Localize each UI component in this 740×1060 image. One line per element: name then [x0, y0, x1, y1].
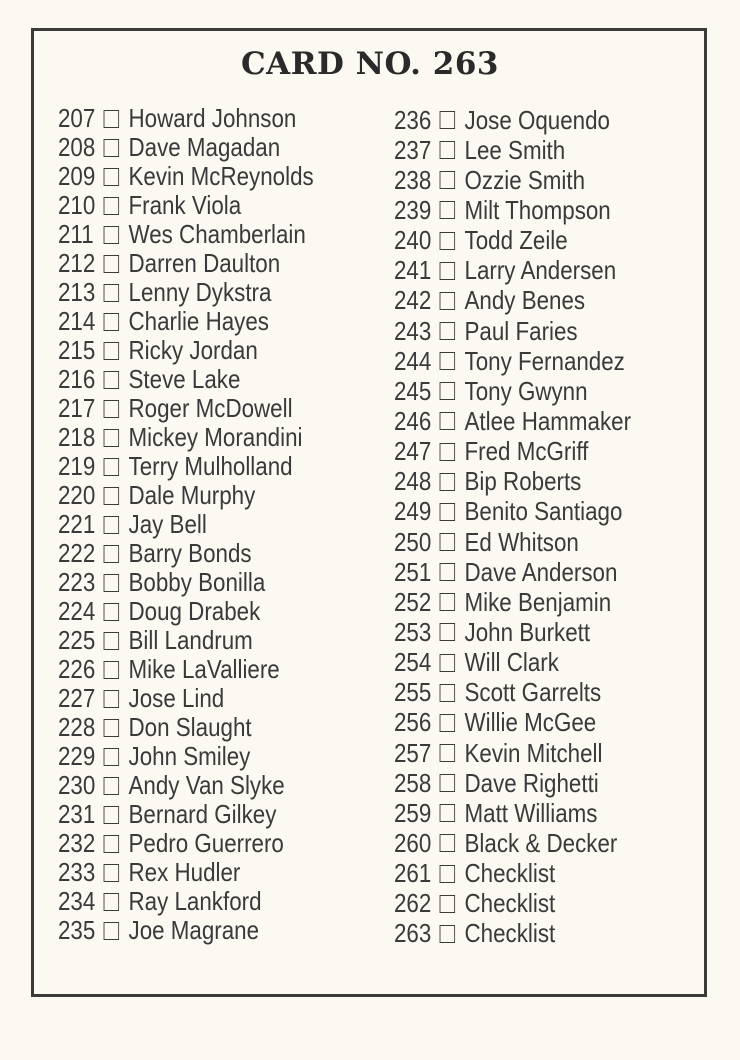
- checkbox-icon[interactable]: [104, 255, 119, 273]
- checklist-entry: [394, 527, 631, 557]
- card-number: 209: [58, 161, 96, 191]
- card-number: 250: [394, 526, 432, 557]
- player-name: Milt Thompson: [464, 195, 611, 225]
- card-number: 230: [58, 770, 96, 800]
- card-number: 241: [394, 255, 432, 286]
- checklist-entry: [58, 220, 314, 249]
- player-name: Dave Magadan: [128, 132, 281, 162]
- player-name: Jose Lind: [128, 683, 225, 713]
- card-number: 229: [58, 741, 96, 771]
- card-number: 234: [58, 886, 96, 916]
- checklist-entry: [394, 708, 631, 738]
- checklist-entry: [394, 798, 631, 828]
- checkbox-icon[interactable]: [104, 777, 119, 795]
- card-number: 207: [58, 103, 96, 133]
- card-number: 238: [394, 164, 432, 195]
- checkbox-icon[interactable]: [440, 412, 455, 430]
- checkbox-icon[interactable]: [104, 661, 119, 679]
- card-number: 255: [394, 677, 432, 708]
- checklist-entry: [58, 597, 314, 626]
- card-number: 262: [394, 888, 432, 919]
- checkbox-icon[interactable]: [440, 503, 455, 521]
- checklist-entry: [58, 655, 314, 684]
- checkbox-icon[interactable]: [440, 473, 455, 491]
- checklist-entry: [394, 617, 631, 647]
- card-number: 257: [394, 737, 432, 768]
- checkbox-icon[interactable]: [440, 804, 455, 822]
- player-name: Roger McDowell: [128, 393, 293, 423]
- checkbox-icon[interactable]: [440, 171, 455, 189]
- card-number: 225: [58, 625, 96, 655]
- checklist-entry: [394, 286, 631, 316]
- checkbox-icon[interactable]: [104, 110, 119, 128]
- player-name: Bill Landrum: [128, 625, 253, 655]
- checklist-entry: [58, 336, 314, 365]
- checkbox-icon[interactable]: [440, 352, 455, 370]
- checklist-entry: [394, 437, 631, 467]
- card-number: 211: [58, 219, 94, 249]
- card-number: 214: [58, 306, 96, 336]
- checklist-entry: [394, 105, 631, 135]
- checklist-entry: [394, 557, 631, 587]
- checklist-entry: [58, 510, 314, 539]
- card-number: 213: [58, 277, 96, 307]
- player-name: Wes Chamberlain: [128, 219, 306, 249]
- card-number: 239: [394, 195, 432, 225]
- player-name: Terry Mulholland: [128, 451, 293, 481]
- player-name: Todd Zeile: [464, 225, 568, 256]
- checkbox-icon[interactable]: [104, 516, 119, 534]
- checklist-entry: [394, 828, 631, 858]
- checkbox-icon[interactable]: [104, 168, 119, 186]
- player-name: Ray Lankford: [128, 886, 262, 916]
- checklist-entry: [394, 678, 631, 708]
- checkbox-icon[interactable]: [440, 443, 455, 461]
- checkbox-icon[interactable]: [104, 835, 119, 853]
- card-number: 228: [58, 712, 96, 742]
- checklist-entry: [58, 568, 314, 597]
- checkbox-icon[interactable]: [440, 774, 455, 792]
- player-name: Fred McGriff: [464, 436, 589, 467]
- checkbox-icon[interactable]: [440, 563, 455, 581]
- checklist-entry: [394, 316, 631, 346]
- player-name: Ed Whitson: [464, 526, 579, 557]
- checklist-entry: [394, 346, 631, 376]
- player-name: Ricky Jordan: [128, 335, 258, 365]
- card-number: 256: [394, 707, 432, 738]
- checkbox-icon[interactable]: [440, 382, 455, 400]
- checkbox-icon[interactable]: [104, 574, 119, 592]
- checkbox-icon[interactable]: [104, 371, 119, 389]
- card-number: 254: [394, 647, 432, 678]
- player-name: Kevin McReynolds: [128, 161, 314, 191]
- card-number: 240: [394, 225, 432, 256]
- checkbox-icon[interactable]: [104, 197, 119, 215]
- checklist-entry: [394, 738, 631, 768]
- card-number: 242: [394, 285, 432, 316]
- checklist-entry: [58, 916, 314, 945]
- player-name: Barry Bonds: [128, 538, 252, 568]
- card-number: 245: [394, 375, 432, 406]
- card-number: 235: [58, 915, 96, 945]
- checkbox-icon[interactable]: [440, 262, 455, 280]
- checklist-entry: [394, 768, 631, 798]
- checkbox-icon[interactable]: [104, 690, 119, 708]
- card-number: 237: [394, 134, 432, 165]
- checklist-entry: [58, 771, 314, 800]
- player-name: Bobby Bonilla: [128, 567, 266, 597]
- player-name: Rex Hudler: [128, 857, 241, 887]
- checkbox-icon[interactable]: [104, 893, 119, 911]
- player-name: Dale Murphy: [128, 480, 256, 510]
- card-number: 216: [58, 364, 96, 394]
- checklist-entry: [58, 394, 314, 423]
- card-number: 263: [394, 918, 432, 949]
- checkbox-icon[interactable]: [104, 487, 119, 505]
- card-number: 220: [58, 480, 96, 510]
- card-number: 226: [58, 654, 96, 684]
- checkbox-icon[interactable]: [104, 139, 119, 157]
- player-name: Pedro Guerrero: [128, 828, 284, 858]
- card-number: 243: [394, 315, 432, 346]
- player-name: Darren Daulton: [128, 248, 281, 278]
- checklist-entry: [58, 278, 314, 307]
- player-name: Mike Benjamin: [464, 586, 612, 617]
- checklist-entry: [58, 365, 314, 394]
- checkbox-icon[interactable]: [104, 342, 119, 360]
- card-number: 253: [394, 616, 432, 647]
- checkbox-icon[interactable]: [440, 232, 455, 250]
- checkbox-icon[interactable]: [104, 226, 119, 244]
- player-name: Doug Drabek: [128, 596, 261, 626]
- player-name: Willie McGee: [464, 707, 597, 738]
- player-name: Lenny Dykstra: [128, 277, 272, 307]
- player-name: Bip Roberts: [464, 466, 582, 497]
- card-number: 261: [394, 858, 432, 889]
- player-name: Larry Andersen: [464, 255, 617, 286]
- checklist-entry: [394, 226, 631, 256]
- player-name: Jay Bell: [128, 509, 207, 539]
- checklist-entry: [58, 742, 314, 771]
- checkbox-icon[interactable]: [440, 322, 455, 340]
- checklist-entry: [58, 249, 314, 278]
- player-name: Andy Van Slyke: [128, 770, 285, 800]
- checklist-entry: [394, 497, 631, 527]
- player-name: John Smiley: [128, 741, 251, 771]
- checkbox-icon[interactable]: [440, 654, 455, 672]
- checklist-entry: [394, 919, 631, 949]
- card-number: 208: [58, 132, 96, 162]
- checklist-entry: [394, 165, 631, 195]
- card-number: 258: [394, 767, 432, 798]
- checkbox-icon[interactable]: [104, 429, 119, 447]
- player-name: Bernard Gilkey: [128, 799, 277, 829]
- checkbox-icon[interactable]: [440, 201, 455, 219]
- player-name: Don Slaught: [128, 712, 252, 742]
- card-number: 210: [58, 190, 96, 220]
- checkbox-icon[interactable]: [440, 292, 455, 310]
- checkbox-icon[interactable]: [440, 744, 455, 762]
- player-name: Checklist: [464, 858, 556, 889]
- card-number: 223: [58, 567, 96, 597]
- card-number: 212: [58, 248, 96, 278]
- player-name: Tony Fernandez: [464, 345, 625, 376]
- checklist-entry: [58, 887, 314, 916]
- player-name: Benito Santiago: [464, 496, 623, 527]
- checkbox-icon[interactable]: [440, 834, 455, 852]
- checkbox-icon[interactable]: [440, 533, 455, 551]
- player-name: John Burkett: [464, 616, 591, 647]
- player-name: Dave Anderson: [464, 556, 618, 587]
- checkbox-icon[interactable]: [440, 865, 455, 883]
- checkbox-icon[interactable]: [104, 632, 119, 650]
- player-name: Dave Righetti: [464, 767, 599, 798]
- checklist-entry: [58, 104, 314, 133]
- player-name: Lee Smith: [464, 134, 566, 165]
- checkbox-icon[interactable]: [440, 593, 455, 611]
- checklist-entry: [58, 423, 314, 452]
- checklist-entry: [58, 858, 314, 887]
- card-number: 232: [58, 828, 96, 858]
- card-number: 251: [394, 556, 432, 587]
- checklist-entry: [58, 191, 314, 220]
- player-name: Steve Lake: [128, 364, 241, 394]
- checkbox-icon[interactable]: [104, 719, 119, 737]
- card-number: 233: [58, 857, 96, 887]
- card-number: 244: [394, 345, 432, 376]
- player-name: Kevin Mitchell: [464, 737, 603, 768]
- checklist-entry: [394, 376, 631, 406]
- checklist-entry: [394, 859, 631, 889]
- checklist-entry: [58, 307, 314, 336]
- player-name: Matt Williams: [464, 797, 598, 828]
- checklist-entry: [58, 800, 314, 829]
- checklist-column-right: [394, 105, 670, 949]
- checkbox-icon[interactable]: [440, 714, 455, 732]
- card-number: 247: [394, 436, 432, 467]
- card-number: 259: [394, 797, 432, 828]
- card-number: 219: [58, 451, 96, 481]
- checkbox-icon[interactable]: [104, 313, 119, 331]
- player-name: Howard Johnson: [128, 103, 297, 133]
- player-name: Atlee Hammaker: [464, 405, 632, 436]
- card-number: 222: [58, 538, 96, 568]
- player-name: Andy Benes: [464, 285, 586, 316]
- checklist-entry: [58, 481, 314, 510]
- checklist-entry: [394, 406, 631, 436]
- checklist-entry: [58, 829, 314, 858]
- card-number: 218: [58, 422, 96, 452]
- checkbox-icon[interactable]: [104, 806, 119, 824]
- checklist-entry: [394, 135, 631, 165]
- checkbox-icon[interactable]: [104, 545, 119, 563]
- card-number: 236: [394, 104, 432, 135]
- checkbox-icon[interactable]: [104, 864, 119, 882]
- checklist-entry: [394, 195, 631, 225]
- checklist-entry: [58, 539, 314, 568]
- checklist-entry: [394, 467, 631, 497]
- checkbox-icon[interactable]: [440, 141, 455, 159]
- checklist-entry: [394, 587, 631, 617]
- card-number: 224: [58, 596, 96, 626]
- card-number: 231: [58, 799, 96, 829]
- checkbox-icon[interactable]: [104, 603, 119, 621]
- checklist-entry: [58, 162, 314, 191]
- player-name: Mike LaValliere: [128, 654, 280, 684]
- checkbox-icon[interactable]: [440, 684, 455, 702]
- checklist-entry: [394, 889, 631, 919]
- player-name: Mickey Morandini: [128, 422, 303, 452]
- player-name: Will Clark: [464, 647, 559, 678]
- checklist-entry: [58, 684, 314, 713]
- checkbox-icon[interactable]: [104, 284, 119, 302]
- checkbox-icon[interactable]: [104, 748, 119, 766]
- checklist-column-left: [58, 104, 355, 945]
- checklist-entry: [394, 648, 631, 678]
- player-name: Joe Magrane: [128, 915, 260, 945]
- card-number: 215: [58, 335, 96, 365]
- card-number: 260: [394, 827, 432, 858]
- card-number: 246: [394, 405, 432, 436]
- player-name: Black & Decker: [464, 827, 618, 858]
- card-number: 252: [394, 586, 432, 617]
- card-number: 249: [394, 496, 432, 527]
- checkbox-icon[interactable]: [104, 458, 119, 476]
- checklist-entry: [58, 452, 314, 481]
- checkbox-icon[interactable]: [104, 400, 119, 418]
- checkbox-icon[interactable]: [440, 623, 455, 641]
- card-number: 221: [58, 509, 96, 539]
- player-name: Frank Viola: [128, 190, 242, 220]
- card-title: CARD NO. 263: [241, 46, 499, 82]
- player-name: Ozzie Smith: [464, 164, 586, 195]
- checkbox-icon[interactable]: [440, 925, 455, 943]
- checkbox-icon[interactable]: [440, 895, 455, 913]
- checkbox-icon[interactable]: [440, 111, 455, 129]
- card-number: 248: [394, 466, 432, 497]
- checklist-entry: [58, 713, 314, 742]
- player-name: Checklist: [464, 918, 556, 949]
- checkbox-icon[interactable]: [104, 922, 119, 940]
- player-name: Checklist: [464, 888, 556, 919]
- card-number: 227: [58, 683, 96, 713]
- player-name: Jose Oquendo: [464, 104, 610, 135]
- checklist-entry: [58, 133, 314, 162]
- checklist-entry: [394, 256, 631, 286]
- player-name: Paul Faries: [464, 315, 578, 346]
- player-name: Scott Garrelts: [464, 677, 602, 708]
- checklist-entry: [58, 626, 314, 655]
- player-name: Charlie Hayes: [128, 306, 269, 336]
- card-number: 217: [58, 393, 96, 423]
- player-name: Tony Gwynn: [464, 375, 588, 406]
